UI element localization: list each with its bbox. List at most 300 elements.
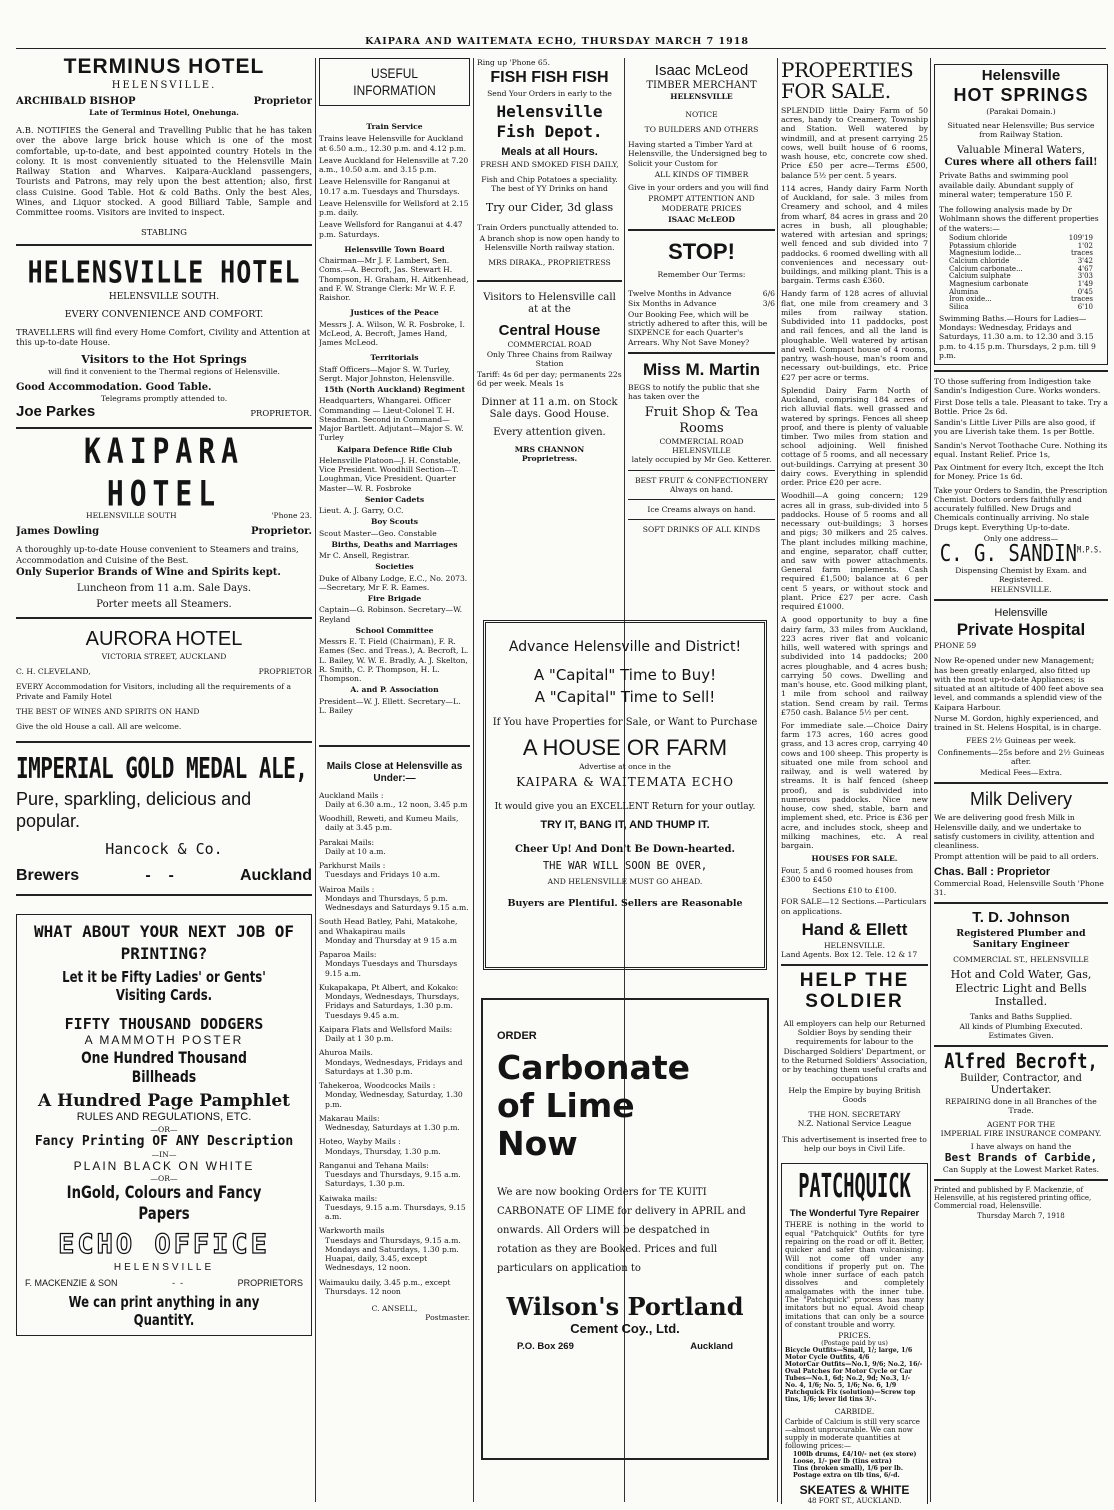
ad-title: HELP THE: [799, 970, 910, 992]
section-heading: Kaipara Defence Rifle Club: [336, 444, 453, 454]
section-heading: A. and P. Association: [350, 685, 439, 695]
ad-title: Helensville Fish Depot.: [496, 102, 603, 142]
ad-text: Medical Fees—Extra.: [980, 768, 1062, 778]
ad-text: Take your Orders to Sandin, the Prescription Chemist. Doctors orders faithfully and accurately fulfilled. New Drugs and Chemicals continually arriving. No stale Drugs kept. Everything Up-to-date.: [934, 485, 1108, 532]
mail-place: Tahekeroa, Woodcocks Mails :: [319, 1081, 436, 1091]
property-item: 114 acres, Handy dairy Farm North of Auckland, for sale. 3 miles from Creamery and school, and 4 miles from wharf, 84 acres in grass and 20 acres in bush, all ploughable; watered with artesian and springs; well fenced and sub divided into 7 paddocks. 6 roomed dwelling with all conveniences and necessary out-buildings, and milking plant. This is a bargain. Terms cash £360.: [781, 183, 928, 286]
section-heading: School Committee: [355, 625, 434, 635]
owner-role: PROPRIETORS: [237, 1277, 303, 1288]
ad-text: Sandin's Little Liver Pills are also good, if you are Liverish take them. 1s per Bottle.: [934, 418, 1095, 437]
section-heading: Train Service: [366, 122, 423, 132]
mail-item: [319, 861, 470, 880]
mineral-value: 4'67: [1077, 264, 1093, 273]
ad-text: Meals at all Hours.: [501, 146, 598, 159]
ad-in: —IN—: [151, 1149, 177, 1159]
mail-place: Makarau Mails:: [319, 1113, 380, 1123]
section-body: Captain—G. Robinson. Secretary—W. Reyland: [319, 605, 463, 624]
ad-title: KAIPARA HOTEL: [83, 430, 244, 515]
ad-owner: MRS DIRAKA., PROPRIETRESS: [488, 258, 611, 268]
ad-text: Good Accommodation. Good Table.: [16, 381, 212, 393]
mail-times: Tuesdays, 9.15 a.m. Thursdays, 9.15 a.m.: [325, 1202, 466, 1222]
ad-text: PROMPT ATTENTION AND MODERATE PRICES: [648, 194, 755, 213]
ad-place: HELENSVILLE SOUTH.: [108, 292, 220, 303]
ad-text: Dinner at 11 a.m. on Stock Sale days. Good House.: [481, 396, 618, 420]
ad-text: Only one address—: [983, 533, 1059, 543]
ad-owner-role: Proprietress.: [521, 454, 578, 464]
section-body: Headquarters, Whangarei. Officer Commanding — Lieut-Colonel T. H. Steadman. Second in Command—Major Bartlett. Adjutant—Major S. W. Turley: [319, 396, 464, 443]
mail-times: Daily at 1 30 p.m.: [325, 1034, 394, 1044]
mineral-value: traces: [1071, 295, 1093, 304]
ad-address: COMMERCIAL ST., HELENSVILLE: [953, 954, 1089, 964]
section-heading: Fire Brigade: [367, 594, 422, 604]
train-item: Leave Helensville for Ranganui at 10.17 a.m. Tuesdays and Thursdays.: [319, 177, 460, 196]
ad-body: We are now booking Orders for TE KUITI CARBONATE OF LIME for delivery in APRIL and onwards. All Orders will be despatched in rotation as they are Booked. Prices and full particulars on application to: [497, 1187, 746, 1275]
mineral-name: Magnesium lodide...: [949, 249, 1022, 258]
ad-text: HELENSVILLE.: [990, 584, 1052, 594]
owner-name: James Dowling: [16, 526, 100, 538]
ad-text: TO those suffering from Indigestion take Sandin's Indigestion Cure. Works wonders.: [934, 377, 1101, 396]
mail-times: Tuesdays and Thursdays, 9.15 a.m. Mondays and Saturdays, 1.30 p.m. Huapai, daily, 3.45, except Wednesdays, 12 noon.: [325, 1235, 461, 1273]
mineral-value: 1'02: [1077, 241, 1093, 250]
ad-box: P.O. Box 269: [517, 1341, 574, 1353]
ad-title: Fruit Shop & Tea Rooms: [644, 405, 759, 436]
ad-body: Now Re-opened under new Management; has been greatly enlarged, also fitted up with the most up-to-date Appliances; is situated at an altitude of 400 feet above sea level, and commands a splendid view of the Kaipara Harbour.: [934, 656, 1104, 712]
masthead-rule: [16, 48, 1106, 49]
ad-line: ECHO OFFICE: [58, 1228, 270, 1260]
ad-body: Having started a Timber Yard at Helensville, the Undersigned beg to Solicit your Custom for: [628, 140, 767, 168]
section-heading: Societies: [375, 562, 414, 572]
ad-title: TERMINUS HOTEL: [63, 55, 265, 78]
ad-text: Help the Empire by buying British Goods: [788, 1085, 921, 1104]
ad-text: Fish and Chip Potatoes a speciality. The best of YY Drinks on hand: [481, 174, 618, 193]
column-rule: [315, 58, 316, 1502]
ad-heading: CARBIDE.: [834, 1406, 875, 1416]
ad-text: (Postage paid by us): [821, 1339, 888, 1348]
ad-text: Valuable Mineral Waters,: [957, 145, 1085, 156]
mail-item: [319, 885, 470, 913]
mail-item: [319, 950, 470, 978]
ad-text: TIMBER MERCHANT: [646, 80, 757, 92]
ad-text: BEST FRUIT & CONFECTIONERY: [634, 475, 769, 485]
ale-ad: IMPERIAL GOLD MEDAL ALE, Pure, sparkling, delicious and popular. Hancock & Co. Brewers - - Auckland: [16, 752, 312, 885]
ad-text: Every attention given.: [493, 426, 606, 438]
price-line: Oval Patches for Motor Cycle or Car Tubes—No.1, 6d; No.2, 9d; No.3, 1/-: [785, 1368, 912, 1382]
ad-body: A.B. NOTIFIES the General and Travelling Public that he has taken over the above large brick house which is one of the most comfortable, up-to-date, and best appointed country Hotels in the colony. It is most conveniently situated to the Helensville Main Railway Station and Wharves. Kaipara-Auckland passengers, Tourists and Patrons, may rely upon the best attention; also, first class Cuisine. Good Table. Hot & cold Baths. Only the best Ales, Wines, and Liquor stocked. A good Billiard Table, Sample and Committee rooms. Visitors are invited to inspect.: [16, 125, 312, 218]
price-list: [785, 1348, 924, 1403]
kaipara-hotel-ad: [16, 430, 312, 612]
mail-times: Daily at 6.30 a.m., 12 noon, 3.45 p.m: [325, 799, 468, 809]
owner-role: PROPRIETOR.: [250, 408, 312, 419]
mail-times: Tuesdays and Fridays 10 a.m.: [325, 870, 440, 880]
term-price: 6/6: [762, 289, 775, 299]
ad-title: WHAT ABOUT YOUR NEXT JOB OF PRINTING?: [33, 921, 295, 963]
property-item: Splendid Dairy Farm North of Auckland, comprising 184 acres of rich alluvial flats. well grassed and watered by springs. Fences all sheep proof, and there is plenty of valuable timber. Two miles from station and school adjoining. Well finished cottage of 5 rooms, and all necessary out-buildings. Carrying at present 30 dairy cows. Everything in splendid order. Price £20 per acre.: [781, 385, 928, 488]
section-body: Staff Officers—Major S. W. Turley, Sergt. Major Johnston, Helensville.: [319, 364, 455, 383]
ad-title: Carbonate: [497, 1048, 690, 1088]
aurora-hotel-ad: [16, 627, 312, 731]
ad-text: Sandin's Nervot Toothache Cure. Nothing its equal. Instant Relief. Price 1s,: [934, 440, 1108, 459]
advance-ad: [483, 620, 767, 970]
column-2: [319, 52, 470, 1504]
mail-place: Hoteo, Wayby Mails :: [319, 1137, 401, 1147]
ad-text: THE HON. SECRETARY: [808, 1110, 901, 1120]
ad-title: Helensville: [981, 67, 1061, 84]
mineral-row: [949, 304, 1093, 312]
ad-text: Telegrams promptly attended to.: [100, 394, 228, 404]
ad-line: We can print anything in any QuantitY.: [68, 1292, 260, 1329]
ad-text: Prompt attention will be paid to all orders.: [934, 852, 1099, 862]
ad-title: Milk Delivery: [969, 789, 1072, 810]
section-heading: Senior Cadets: [364, 494, 425, 504]
owner-name: F. MACKENZIE & SON: [25, 1277, 118, 1288]
ad-text: Give in your orders and you will find: [628, 183, 769, 193]
column-rule: [777, 58, 778, 1502]
ad-text: AGENT FOR THE: [986, 1119, 1056, 1129]
mail-times: daily at 3.45 p.m.: [325, 823, 393, 833]
ad-address: 48 FORT ST., AUCKLAND.: [807, 1497, 902, 1504]
section-heading: Births, Deaths and Marriages: [331, 539, 458, 549]
mineral-name: Silica: [949, 303, 969, 312]
ad-text: Swimming Baths.—Hours for Ladies—Mondays: Wednesday, Fridays and Saturdays, 11.30 a.m. to 12.30 and 3.15 p.m. to 4.15 p.m. Thursdays, 2 p.m. till 9 p.m.: [939, 313, 1096, 360]
mineral-name: Alumina: [949, 287, 979, 296]
mineral-value: traces: [1071, 249, 1093, 258]
ad-text: FRESH AND SMOKED FISH DAILY,: [480, 159, 619, 169]
ad-title: Helensville: [994, 606, 1048, 619]
term-label: Twelve Months in Advance: [628, 289, 732, 299]
agent-contact: Land Agents. Box 12. Tele. 12 & 17: [781, 949, 918, 959]
mail-place: Woodhill, Reweti, and Kumeu Mails,: [319, 814, 459, 824]
ad-text: FEES 2½ Guineas per week.: [965, 736, 1077, 746]
ad-line: Cheer Up! And Don't Be Down-hearted.: [514, 843, 736, 855]
price-line: MotorCar Outfits—No.1, 9/6; No.2, 16/-: [785, 1361, 923, 1369]
chemist-suffix: M.P.S.: [1076, 545, 1103, 555]
mineral-name: Potassium chloride: [949, 241, 1017, 250]
ad-phone: 'Phone 23.: [271, 510, 312, 520]
chemist-name: C. G. SANDIN: [939, 540, 1077, 568]
ad-text: Only Superior Brands of Wine and Spirits kept.: [16, 566, 281, 578]
mail-item: [319, 1194, 470, 1222]
mail-place: Kukapakapa, Pt Albert, and Kokako:: [319, 982, 459, 992]
ad-text: Dispensing Chemist by Exam. and Registered.: [955, 566, 1087, 585]
train-list: [319, 134, 470, 239]
ad-owner: MRS CHANNON: [514, 445, 585, 455]
ad-line: AND HELENSVILLE MUST GO AHEAD.: [547, 876, 703, 886]
ad-text: Confinements—25s before and 2½ Guineas after.: [937, 747, 1105, 766]
ad-line: A Hundred Page Pamphlet: [37, 1090, 291, 1111]
ad-paper: KAIPARA & WAITEMATA ECHO: [516, 774, 734, 789]
mineral-name: Iron oxide...: [949, 295, 992, 304]
ad-text: Hot and Cold Water, Gas, Electric Light and Bells Installed.: [950, 968, 1092, 1008]
mail-item: [319, 1278, 470, 1297]
ad-text: ALL KINDS OF TIMBER: [654, 169, 749, 179]
ad-text: Visitors to Helensville call at at the: [483, 291, 616, 315]
train-item: Trains leave Helensville for Auckland at 6.50 a.m., 12.30 p.m. and 4.12 p.m.: [319, 134, 467, 153]
ad-line: HELENSVILLE: [113, 1261, 215, 1273]
column-rule: [473, 58, 474, 1502]
ad-text: Builder, Contractor, and Undertaker.: [960, 1072, 1082, 1097]
property-item: For immediate sale.—Choice Dairy farm 173 acres, 160 acres good grass, and 13 acres crop, carrying 40 cows and 100 sheep. This property is situated one mile from school and railway, and is well watered by streams. It is half fenced (sheep proof), and is subdivided into numerous paddocks. Nice new house, cow shed, stable, barn and implement shed, etc. Price is £36 per acre, and includes stock, sheep and milking machines, etc. A real bargain.: [781, 721, 928, 851]
mail-place: Kaiwaka mails:: [319, 1193, 378, 1203]
ad-title: Isaac McLeod: [654, 62, 749, 79]
owner-name: Joe Parkes: [16, 403, 96, 421]
mail-times: Mondays, Wednesdays, Thursdays, Fridays and Saturdays, 1.30 p.m. Tuesdays 9.45 a.m.: [325, 992, 460, 1020]
mail-place: Auckland Mails :: [319, 790, 384, 800]
mail-item: [319, 983, 470, 1020]
section-body: Four, 5 and 6 roomed houses from £300 to £450: [781, 865, 914, 884]
mail-place: South Head Batley, Pahi, Matakohe, and Whakapirau mails: [319, 917, 458, 936]
section-heading: Justices of the Peace: [350, 308, 439, 318]
column-5: [781, 52, 928, 1504]
mail-times: Mondays Tuesdays and Thursdays 9.15 a.m.: [325, 959, 458, 978]
ad-text: Luncheon from 11 a.m. Sale Days.: [76, 583, 252, 595]
mineral-value: 0'45: [1077, 287, 1093, 296]
ad-text: Send Your Orders in early to the: [487, 88, 612, 98]
train-item: Leave Wellsford for Ranganui at 4.47 p.m. Saturdays.: [319, 220, 463, 239]
price-line: No. 4, 1/6; No. 5, 1/6; No. 6, 1/9: [785, 1381, 897, 1389]
column-1: [16, 52, 312, 1504]
ad-note: Late of Terminus Hotel, Onehunga.: [89, 107, 239, 117]
ad-text: REPAIRING done in all Branches of the Trade.: [945, 1097, 1097, 1116]
mail-item: [319, 1137, 470, 1156]
ad-line: TRY IT, BANG IT, AND THUMP IT.: [540, 818, 710, 831]
mail-place: Kaipara Flats and Wellsford Mails:: [319, 1024, 453, 1034]
ad-text: Train Orders punctually attended to.: [477, 222, 619, 232]
mail-item: [319, 1114, 470, 1133]
ad-title: HELENSVILLE HOTEL: [27, 254, 301, 290]
ad-title: IMPERIAL GOLD MEDAL ALE,: [16, 752, 308, 786]
ad-title: AURORA HOTEL: [85, 628, 243, 651]
ad-body: A thoroughly up-to-date House convenient to Steamers and trains, Accommodation and Cuisine of the Best.: [16, 544, 299, 565]
mail-times: Mondays, Wednesdays, Fridays and Saturdays at 1.30 p.m.: [325, 1057, 463, 1076]
mail-place: Parkhurst Mails :: [319, 861, 386, 871]
helensville-hotel-ad: [16, 254, 312, 422]
mail-times: Monday, Wednesday, Saturday, 1.30 p.m.: [325, 1090, 463, 1109]
imprint-date: Thursday March 7, 1918: [977, 1212, 1065, 1221]
mails-title: Mails Close at Helensville as Under:—: [326, 761, 463, 785]
term-price: 3/6: [762, 298, 775, 308]
property-item: Handy farm of 128 acres of alluvial flat, one mile from creamery and 3 miles from railway station. Subdivided into 11 paddocks, post and rail fences, and all the land is ploughable. Well watered by artisan and well. Compact house of 4 rooms, pantry, wash-house, man's room and necessary out-buildings, etc. Price £27 per acre or terms.: [781, 289, 928, 382]
owner-role: Proprietor.: [250, 526, 312, 538]
ad-maker: Hancock & Co.: [105, 840, 223, 859]
ad-text: Always on hand.: [669, 484, 733, 494]
section-body: Sections £10 to £100.: [812, 886, 897, 896]
mail-list: [319, 791, 470, 1297]
column-3: [477, 52, 622, 612]
mineral-value: 3'42: [1077, 256, 1093, 265]
ad-line: RULES AND REGULATIONS, ETC.: [76, 1111, 252, 1124]
ad-text: HELENSVILLE: [670, 92, 733, 102]
ad-line: InGold, Colours and Fancy Papers: [66, 1183, 262, 1224]
ad-title: HOT SPRINGS: [953, 85, 1089, 106]
mail-item: [319, 814, 470, 833]
mineral-value: 6'10: [1077, 303, 1093, 312]
patchquick-ad: [781, 1163, 928, 1504]
ad-subtitle: The Wonderful Tyre Repairer: [789, 1207, 920, 1219]
ad-text: All kinds of Plumbing Executed.: [959, 1021, 1083, 1031]
owner-role: Proprietor: [253, 95, 312, 107]
property-item: SPLENDID little Dairy Farm of 50 acres, handy to Creamery, Township and Station. Well watered by windmill, and at present carrying 25 cows, well built house of 6 rooms, wash house, etc, concrete cow shed. Price £50 per acre—Terms £500, balance 5½ per cent. 5 years.: [781, 106, 928, 180]
ad-text: IMPERIAL FIRE INSURANCE COMPANY.: [940, 1128, 1102, 1138]
mail-item: [319, 1081, 470, 1109]
agent-town: HELENSVILLE.: [823, 940, 886, 950]
mail-times: Daily at 10 a.m.: [325, 846, 386, 856]
ad-text: COMMERCIAL ROAD: [659, 436, 744, 446]
mail-place: Waimauku daily, 3.45 p.m., except: [319, 1277, 451, 1287]
ad-tagline: Pure, sparkling, delicious and popular.: [16, 788, 252, 831]
mail-times: Tuesdays and Thursdays, 9.15 a.m. Saturdays, 1.30 p.m.: [325, 1170, 461, 1189]
ad-line: Advertise at once in the: [579, 761, 671, 771]
ad-title: Advance Helensville and District!: [508, 639, 742, 655]
ad-subtitle: Visitors to the Hot Springs: [81, 353, 247, 367]
ad-text: Can Supply at the Lowest Market Rates.: [942, 1164, 1100, 1174]
mineral-value: 3'03: [1077, 272, 1093, 281]
ad-text: Cures where all others fail!: [944, 157, 1098, 169]
mail-item: [319, 1048, 470, 1076]
ad-body: Our Booking Fee, which will be strictly adhered to after this, will be SIXPENCE for each Quarter's Arrears. Why Not Save Money?: [628, 309, 768, 347]
mail-times: Wednesday, Saturdays at 1.30 p.m.: [325, 1123, 460, 1133]
ad-text: Nurse M. Gordon, highly experienced, and trained in St. Helens Hospital, is in charge.: [934, 713, 1102, 733]
ad-line: PLAIN BLACK ON WHITE: [73, 1159, 255, 1174]
mineral-value: 109'19: [1068, 233, 1093, 242]
ad-text: Tariff: 4s 6d per day; permanents 22s 6d per week. Meals 1s: [477, 370, 622, 389]
ad-text: Give the old House a call. All are welcome.: [16, 722, 182, 732]
ad-text: Best Brands of Carbide,: [944, 1151, 1098, 1165]
ad-title: STOP!: [668, 239, 735, 265]
ad-text: HELENSVILLE: [672, 446, 731, 456]
section-heading: HOUSES FOR SALE.: [811, 854, 898, 864]
owner-name: C. H. CLEVELAND,: [16, 667, 91, 677]
mineral-name: Magnesium carbonate: [949, 280, 1029, 288]
section-body: Duke of Albany Lodge, E.C., No. 2073.—Secretary, Mr F. R. Eames.: [319, 573, 468, 592]
mineral-name: Calcium sulphate: [949, 272, 1011, 281]
train-item: Leave Auckland for Helensville at 7.20 a.m., 10.50 a.m. and 3.15 p.m.: [319, 155, 469, 175]
section-body: Lieut. A. J. Garry, O.C.: [319, 506, 404, 516]
ad-text: This advertisement is inserted free to help our boys in Civil Life.: [782, 1134, 927, 1153]
ad-place: HELENSVILLE SOUTH: [86, 510, 177, 520]
mail-place: Parakai Mails:: [319, 837, 375, 847]
ad-company: SKEATES & WHITE: [799, 1482, 910, 1497]
mail-item: [319, 1025, 470, 1044]
ad-title: Private Hospital: [956, 620, 1086, 640]
ad-text: BEGS to notify the public that she has taken over the: [628, 382, 760, 401]
mineral-name: Calcium carbonate...: [949, 264, 1023, 273]
section-body: Messrs J. A. Wilson, W. R. Fosbroke, I. McLeod, A. Becroft, James Hand, James McLeod.: [319, 319, 465, 348]
ad-place: HELENSVILLE.: [111, 79, 217, 91]
ad-text: THE BEST OF WINES AND SPIRITS ON HAND: [16, 706, 200, 716]
ad-text: COMMERCIAL ROAD: [507, 340, 592, 350]
ad-body: EVERY Accommodation for Visitors, including all the requirements of a Private and Family Hotel: [16, 682, 291, 701]
ad-or: —OR—: [150, 1173, 178, 1183]
ad-body: THERE is nothing in the world to equal "Patchquick" Outfits for tyre repairing on the road or off it. Better, quicker and safer than vulcanising. Will not come off under any conditions if properly put on. The whole inner surface of each patch dissolves and completely amalgamates with the inner tube. The "Patchquick" process has many imitators but no equal. Avoid cheap imitations that can only be a source of constant trouble and worry.: [785, 1220, 924, 1329]
ad-line: THE WAR WILL SOON BE OVER,: [542, 860, 708, 873]
ad-order: ORDER: [497, 1030, 537, 1042]
ad-line: Let it be Fifty Ladies' or Gents' Visiting Cards.: [62, 968, 266, 1005]
mail-place: Ranganui and Tehana Mails:: [319, 1160, 429, 1170]
ad-title: SOLDIER: [805, 990, 904, 1012]
ad-text: Tanks and Baths Supplied.: [969, 1012, 1073, 1022]
mail-place: Wairoa Mails :: [319, 884, 375, 894]
ad-company: Wilson's Portland: [506, 1292, 744, 1322]
mail-place: Paparoa Mails:: [319, 950, 377, 960]
mineral-list: [949, 235, 1093, 312]
ad-line: It would give you an EXCELLENT Return for your outlay.: [494, 801, 756, 812]
price-line: Patchquick Fix (solution)—Screw top tins, 1/6; lever lid tins 3/-.: [785, 1388, 916, 1403]
ad-text: Situated near Helensville; Bus service from Railway Station.: [947, 120, 1095, 139]
terminus-ad: [16, 54, 312, 238]
mail-item: [319, 1161, 470, 1189]
ad-text: Pax Ointment for every Itch, except the Itch for Money. Price 1s 6d.: [934, 463, 1104, 482]
mail-item: [319, 1226, 470, 1272]
mineral-row: [949, 296, 1093, 304]
section-title: PROPERTIES FOR SALE.: [781, 58, 914, 103]
section-body: President—W. J. Ellett. Secretary—L. L. Bailey: [319, 696, 461, 715]
section-body: Messrs E. T. Field (Chairman), F. R. Eames (Sec. and Treas.), A. Becroft, L. L. Bailey, W. W. E. Bradly, A. J. Skelton, R. Smith, C. P. Thompson, H. L. Thompson.: [319, 637, 469, 684]
ad-text: Remember Our Terms:: [657, 270, 746, 280]
mail-times: Monday and Thursday at 9 15 a.m: [325, 935, 457, 945]
ad-line: If You have Properties for Sale, or Want to Purchase: [492, 716, 758, 728]
ad-body: We are delivering good fresh Milk in Helensville daily, and we undertake to satisfy customers in civility, attention and cleanliness.: [934, 813, 1095, 851]
mail-item: [319, 838, 470, 857]
ad-text: First Dose tells a tale. Pleasant to take. Try a Bottle. Price 2s 6d.: [934, 397, 1108, 416]
ad-title: Miss M. Martin: [642, 359, 761, 379]
section-body: Helensville Platoon—J. H. Constable, Vice President. Woodhill Section—T. Loughman, Vice President. Quarter Master—W. R. Fosbroke: [319, 455, 461, 493]
train-item: Leave Helensville for Wellsford at 2.15 p.m. daily.: [319, 198, 469, 218]
ad-city: Auckland: [690, 1341, 733, 1353]
column-rule: [930, 58, 931, 1502]
imprint: Printed and published by F. Mackenzie, of Helensville, at his registered printing office, Commercial road, Helensville.: [934, 1186, 1092, 1211]
ad-body: TRAVELLERS will find every Home Comfort, Civility and Attention at this up-to-date House.: [16, 326, 311, 348]
ad-company: Cement Coy., Ltd.: [570, 1321, 680, 1337]
owner-role: PROPRIETOR: [258, 667, 312, 677]
ad-title: Central House: [498, 322, 601, 340]
ad-title: Now: [497, 1124, 578, 1164]
price-line: Motor Cycle Outfits, 4/6: [785, 1354, 870, 1362]
column-6: [934, 52, 1108, 1504]
ad-text: Try our Cider, 3d glass: [485, 201, 614, 215]
ad-text: will find it convenient to the Thermal regions of Helensville.: [48, 366, 280, 376]
mineral-value: 1'49: [1077, 280, 1093, 288]
ad-text: Only Three Chains from Railway Station: [486, 349, 613, 368]
signature-role: Postmaster.: [425, 1313, 470, 1323]
ad-line: FIFTY THOUSAND DODGERS: [64, 1014, 264, 1033]
mail-place: Warkworth mails: [319, 1226, 385, 1236]
mail-times: Mondays and Thursdays, 5 p.m. Wednesdays and Saturdays 9.15 a.m.: [325, 893, 469, 913]
property-item: A good opportunity to buy a fine dairy farm, 33 miles from Auckland, 223 acres river flat and volcanic hills, well watered with springs and subdivided into 14 paddocks; 200 acres ploughable, and 4 acres bush; carrying 50 cows. Dwelling and man's house, etc. Good milking plant, 1 mile from school and railway station. Send cream by rail. Terms £750 cash. Balance 5½ per cent.: [781, 615, 928, 717]
ad-text: Brewers: [16, 867, 80, 885]
section-body: Chairman—Mr J. F. Lambert, Sen. Coms.—A. Becroft, Jas. Stewart H. Thompson, H. Graham, H. Aitkenhead, and F. W. Strange Clerk: Mr W. F. F. Raishor.: [319, 256, 469, 303]
ad-address: VICTORIA STREET, AUCKLAND: [101, 651, 227, 661]
price-line: Bicycle Outfits—Small, 1/; large, 1/6: [785, 1347, 913, 1355]
ad-body: Carbide of Calcium is still very scarce—almost unprocurable. We can now supply in moderate quantities at following prices:—: [785, 1417, 920, 1451]
ad-text: TO BUILDERS AND OTHERS: [644, 124, 759, 134]
carbide-list: [793, 1452, 924, 1480]
ad-text: Auckland: [239, 867, 312, 885]
mineral-name: Calcium chloride: [949, 256, 1010, 265]
ad-title: T. D. Johnson: [972, 909, 1070, 927]
ad-text: I have always on hand the: [970, 1142, 1072, 1152]
ad-owner: Chas. Ball : Proprietor: [934, 865, 1051, 878]
ad-sig: ISAAC McLEOD: [668, 214, 735, 224]
ad-text: N.Z. National Service League: [797, 1119, 912, 1129]
mail-times: Mondays, Thursday, 1.30 p.m.: [325, 1146, 441, 1156]
carbide-line: 100lb drums, £4/10/- net (ex store): [793, 1451, 917, 1459]
ad-title: of Lime: [497, 1086, 635, 1126]
ad-text: Porter meets all Steamers.: [96, 599, 232, 611]
ad-address: Commercial Road, Helensville South 'Phone 31.: [934, 878, 1104, 898]
ad-title: PATCHQUICK: [798, 1168, 911, 1206]
mail-times: Thursdays. 12 noon: [325, 1286, 401, 1296]
ad-big: A HOUSE OR FARM: [522, 734, 728, 760]
